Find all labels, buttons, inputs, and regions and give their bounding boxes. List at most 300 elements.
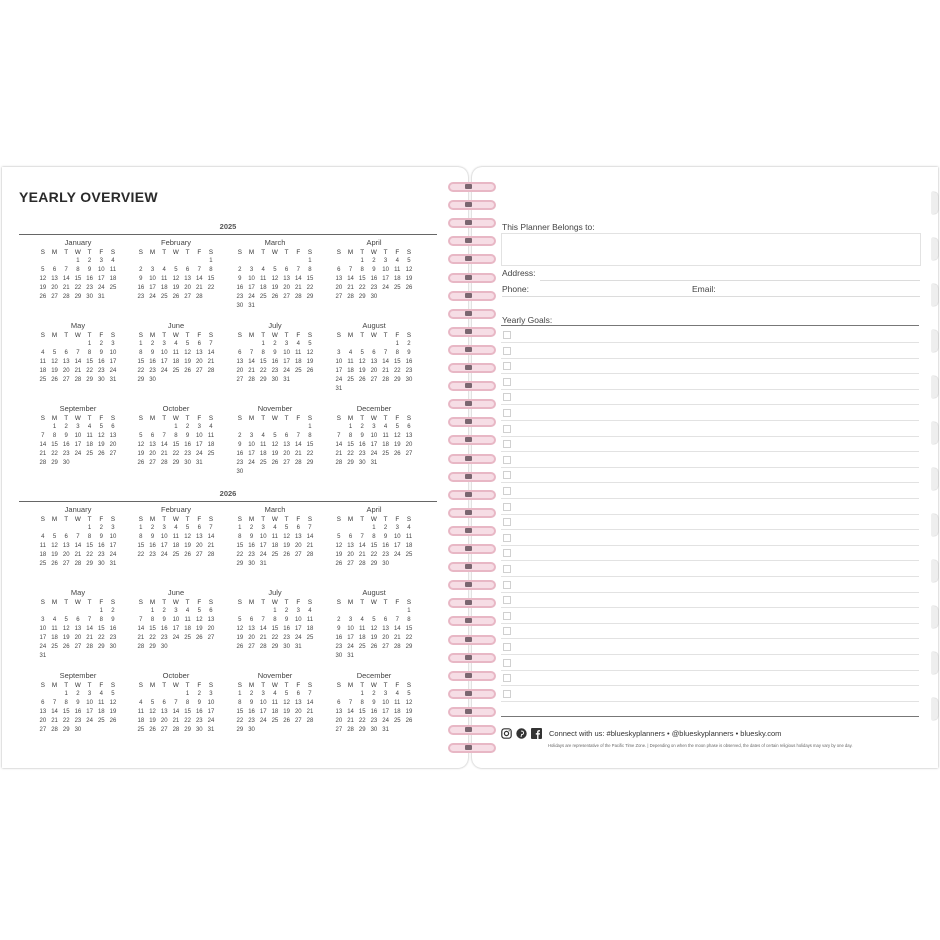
day-cell — [205, 293, 217, 302]
week-row — [234, 340, 316, 349]
day-headers — [37, 331, 119, 340]
week-row — [234, 459, 316, 468]
day-cell: 29 — [51, 460, 58, 466]
day-cell: 22 — [51, 451, 58, 457]
day-cell — [345, 607, 357, 616]
day-cell: 7 — [209, 341, 213, 347]
goal-checkbox[interactable] — [503, 549, 511, 557]
day-cell: 14 — [195, 276, 203, 282]
spiral-coil — [445, 325, 495, 337]
day-cell — [368, 385, 380, 394]
week-row — [333, 533, 415, 542]
day-cell: 17 — [160, 359, 168, 365]
day-cell: 2 — [360, 424, 364, 430]
day-cell: 31 — [382, 727, 389, 733]
day-cell: 4 — [174, 341, 178, 347]
day-cell: 23 — [283, 635, 290, 641]
day-cell: 11 — [347, 359, 354, 365]
month-name: November — [257, 671, 293, 680]
day-headers — [135, 598, 217, 607]
day-cell: 31 — [207, 727, 215, 733]
day-cell: 2 — [407, 341, 411, 347]
goal-row[interactable] — [501, 545, 919, 561]
day-header: W — [172, 415, 179, 422]
day-header: F — [197, 415, 202, 422]
day-headers — [234, 515, 316, 524]
day-cell — [158, 376, 170, 385]
day-cell: 6 — [197, 341, 201, 347]
day-cell — [193, 257, 205, 266]
goal-row[interactable] — [501, 530, 919, 546]
day-cell — [205, 459, 217, 468]
day-cell: 22 — [306, 451, 314, 457]
day-cell — [72, 340, 84, 349]
goal-row[interactable] — [501, 405, 919, 421]
day-header: S — [406, 332, 412, 339]
day-cell — [403, 385, 415, 394]
day-cell: 18 — [137, 718, 145, 724]
day-header: F — [99, 415, 104, 422]
day-cell: 14 — [74, 543, 82, 549]
spiral-coil — [445, 252, 495, 264]
day-cell: 6 — [372, 350, 376, 356]
day-cell: 16 — [97, 359, 105, 365]
day-header: S — [237, 332, 242, 339]
goal-checkbox[interactable] — [503, 347, 511, 355]
week-row — [37, 432, 119, 441]
day-cell: 30 — [97, 377, 105, 383]
day-cell: 21 — [172, 718, 180, 724]
day-cell: 28 — [294, 460, 302, 466]
day-cell: 12 — [184, 534, 191, 540]
day-cell: 8 — [185, 700, 190, 706]
day-cell: 9 — [238, 442, 242, 448]
goal-checkbox[interactable] — [503, 378, 511, 386]
day-cell: 30 — [62, 460, 70, 466]
day-cell: 6 — [296, 525, 300, 531]
day-cell: 21 — [294, 285, 302, 291]
day-cell: 25 — [51, 644, 58, 650]
day-cell: 23 — [382, 552, 389, 558]
day-header: S — [237, 599, 242, 606]
goal-row[interactable] — [501, 623, 919, 639]
day-cell: 6 — [52, 267, 57, 273]
day-cell: 6 — [249, 617, 254, 623]
day-cell — [403, 652, 415, 661]
day-cell: 10 — [207, 700, 215, 706]
day-cell: 31 — [248, 303, 255, 309]
day-cell: 13 — [236, 359, 244, 365]
day-cell: 31 — [370, 460, 378, 466]
day-cell: 28 — [195, 294, 203, 300]
day-cell: 15 — [172, 442, 180, 448]
phone-line[interactable] — [502, 296, 920, 297]
day-cell: 30 — [358, 460, 366, 466]
day-header: M — [149, 682, 156, 689]
goal-checkbox[interactable] — [503, 690, 511, 698]
day-cell: 1 — [372, 525, 376, 531]
day-headers — [135, 331, 217, 340]
week-row — [37, 643, 119, 652]
day-cell: 17 — [283, 359, 290, 365]
spiral-coil — [445, 669, 495, 681]
day-header: F — [197, 682, 202, 689]
day-cell: 10 — [39, 626, 47, 632]
day-cell: 28 — [306, 552, 314, 558]
goal-checkbox[interactable] — [503, 331, 511, 339]
day-cell: 19 — [39, 285, 47, 291]
goal-row[interactable] — [501, 421, 919, 437]
day-cell — [368, 607, 380, 616]
day-header: W — [271, 332, 278, 339]
goal-checkbox[interactable] — [503, 425, 511, 433]
day-cell: 9 — [238, 276, 242, 282]
day-headers — [234, 414, 316, 423]
day-header: T — [162, 249, 167, 256]
day-cell: 12 — [306, 350, 314, 356]
month-name: May — [70, 321, 86, 330]
day-cell: 25 — [86, 451, 93, 457]
day-cell: 1 — [87, 341, 92, 347]
day-cell — [84, 652, 96, 661]
day-cell: 20 — [248, 635, 255, 641]
day-cell: 25 — [347, 377, 354, 383]
week-row — [333, 340, 415, 349]
day-cell — [60, 607, 72, 616]
goal-row[interactable] — [501, 467, 919, 483]
goal-checkbox[interactable] — [503, 456, 511, 464]
day-cell: 22 — [207, 285, 215, 291]
day-cell: 4 — [99, 691, 103, 697]
day-cell: 28 — [86, 644, 93, 650]
day-header: T — [64, 516, 69, 523]
day-cell: 13 — [39, 709, 47, 715]
day-cell — [84, 459, 96, 468]
goal-row[interactable] — [501, 561, 919, 577]
goal-checkbox[interactable] — [503, 659, 511, 667]
day-cell: 5 — [197, 608, 201, 614]
goal-row[interactable] — [501, 327, 919, 343]
day-cell: 24 — [294, 635, 302, 641]
day-header: S — [406, 516, 412, 523]
goal-checkbox[interactable] — [503, 393, 511, 401]
day-cell: 27 — [207, 635, 215, 641]
day-cell: 24 — [382, 285, 389, 291]
day-cell — [281, 423, 293, 432]
month-name: August — [362, 321, 386, 330]
day-cell: 17 — [382, 276, 389, 282]
day-cell: 28 — [74, 561, 82, 567]
day-cell: 24 — [74, 451, 82, 457]
day-cell: 20 — [62, 368, 70, 374]
day-header: S — [110, 249, 116, 256]
day-cell: 9 — [139, 276, 143, 282]
goal-row[interactable] — [501, 514, 919, 530]
goal-checkbox[interactable] — [503, 534, 511, 542]
day-header: S — [336, 332, 341, 339]
goal-row[interactable] — [501, 436, 919, 452]
week-row — [333, 376, 415, 385]
day-cell: 3 — [372, 424, 376, 430]
day-cell: 2 — [185, 424, 190, 430]
goal-row[interactable] — [501, 452, 919, 468]
page-tab[interactable] — [932, 560, 938, 582]
day-header: M — [248, 599, 255, 606]
day-cell: 19 — [97, 442, 105, 448]
day-cell: 1 — [64, 691, 68, 697]
week-row — [234, 551, 316, 560]
day-cell: 16 — [86, 276, 93, 282]
goal-checkbox[interactable] — [503, 627, 511, 635]
day-cell: 19 — [335, 552, 343, 558]
week-row — [37, 607, 119, 616]
day-cell: 29 — [306, 294, 314, 300]
day-cell: 12 — [283, 534, 290, 540]
day-cell: 26 — [370, 644, 378, 650]
day-cell: 15 — [184, 709, 191, 715]
week-row — [135, 524, 217, 533]
day-cell: 15 — [86, 359, 93, 365]
day-cell: 15 — [259, 359, 267, 365]
day-cell: 22 — [306, 285, 314, 291]
day-cell: 14 — [347, 276, 354, 282]
goal-row[interactable] — [501, 358, 919, 374]
day-cell: 18 — [382, 442, 389, 448]
day-header: S — [336, 249, 341, 256]
day-cell: 18 — [51, 635, 58, 641]
week-row — [333, 441, 415, 450]
day-cell: 14 — [294, 276, 302, 282]
week-row — [333, 349, 415, 358]
day-cell: 24 — [248, 294, 255, 300]
day-cell: 13 — [74, 626, 82, 632]
day-cell: 30 — [248, 727, 255, 733]
day-cell: 3 — [209, 691, 213, 697]
day-cell: 25 — [382, 451, 389, 457]
day-cell — [304, 643, 316, 652]
day-cell: 2 — [162, 608, 166, 614]
day-cell: 8 — [209, 267, 213, 273]
week-row — [333, 275, 415, 284]
day-cell: 14 — [393, 626, 401, 632]
goal-checkbox[interactable] — [503, 565, 511, 573]
day-cell: 20 — [236, 368, 244, 374]
goal-checkbox[interactable] — [503, 596, 511, 604]
goal-row[interactable] — [501, 499, 919, 515]
day-cell — [37, 690, 49, 699]
day-cell: 14 — [248, 359, 255, 365]
goal-checkbox[interactable] — [503, 643, 511, 651]
goal-row[interactable] — [501, 592, 919, 608]
day-cell: 4 — [395, 691, 399, 697]
goal-row[interactable] — [501, 389, 919, 405]
goal-row[interactable] — [501, 343, 919, 359]
goal-checkbox[interactable] — [503, 518, 511, 526]
day-header: F — [99, 599, 104, 606]
day-cell: 25 — [306, 635, 314, 641]
week-row — [234, 450, 316, 459]
day-header: T — [383, 249, 388, 256]
day-header: F — [395, 415, 400, 422]
week-row — [333, 625, 415, 634]
day-cell — [107, 293, 119, 302]
day-cell: 6 — [185, 267, 190, 273]
day-cell — [246, 340, 258, 349]
page-tab[interactable] — [932, 192, 938, 214]
week-row — [234, 275, 316, 284]
email-label: Email: — [692, 284, 716, 294]
day-header: M — [248, 516, 255, 523]
day-cell: 24 — [382, 718, 389, 724]
day-cell — [193, 643, 205, 652]
month-name: May — [70, 588, 86, 597]
day-header: S — [208, 249, 214, 256]
day-cell: 10 — [259, 534, 267, 540]
day-cell: 17 — [172, 626, 180, 632]
day-cell: 4 — [41, 534, 45, 540]
day-header: S — [406, 682, 412, 689]
page-tab[interactable] — [932, 468, 938, 490]
goal-checkbox[interactable] — [503, 503, 511, 511]
month-name: April — [366, 238, 382, 247]
day-header: S — [110, 415, 116, 422]
day-cell: 9 — [407, 350, 411, 356]
day-cell: 10 — [149, 276, 156, 282]
day-cell: 26 — [172, 294, 180, 300]
day-cell: 27 — [195, 368, 203, 374]
goal-checkbox[interactable] — [503, 362, 511, 370]
day-cell — [107, 726, 119, 735]
spiral-coil — [445, 741, 495, 753]
day-cell: 20 — [149, 451, 156, 457]
day-cell: 21 — [51, 718, 58, 724]
day-cell: 18 — [39, 552, 47, 558]
day-cell: 7 — [308, 691, 312, 697]
day-headers — [234, 681, 316, 690]
goal-checkbox[interactable] — [503, 409, 511, 417]
page-tab[interactable] — [932, 652, 938, 674]
year-header: 2026 — [19, 487, 437, 502]
goal-checkbox[interactable] — [503, 674, 511, 682]
day-cell: 16 — [74, 709, 82, 715]
day-cell: 1 — [360, 258, 364, 264]
goal-row[interactable] — [501, 483, 919, 499]
day-cell: 18 — [97, 709, 105, 715]
page-tab[interactable] — [932, 606, 938, 628]
goal-row[interactable] — [501, 655, 919, 671]
goal-row[interactable] — [501, 374, 919, 390]
day-cell: 27 — [74, 644, 82, 650]
page-tab[interactable] — [932, 514, 938, 536]
goal-row[interactable] — [501, 686, 919, 702]
day-cell: 12 — [172, 276, 180, 282]
day-cell: 3 — [162, 341, 166, 347]
day-cell — [292, 376, 304, 385]
spiral-coil — [445, 433, 495, 445]
week-row — [234, 441, 316, 450]
goal-row[interactable] — [501, 639, 919, 655]
day-cell: 3 — [249, 433, 254, 439]
day-cell: 6 — [407, 424, 411, 430]
goal-checkbox[interactable] — [503, 440, 511, 448]
page-tab[interactable] — [932, 238, 938, 260]
day-cell: 13 — [149, 442, 156, 448]
day-cell: 18 — [184, 626, 191, 632]
day-header: M — [51, 415, 58, 422]
day-cell: 19 — [149, 718, 156, 724]
page-tab[interactable] — [932, 698, 938, 720]
goal-checkbox[interactable] — [503, 471, 511, 479]
owner-name-field[interactable] — [501, 233, 921, 266]
day-cell: 31 — [294, 644, 302, 650]
day-cell — [304, 560, 316, 569]
day-cell: 9 — [64, 433, 68, 439]
week-row — [135, 349, 217, 358]
day-cell: 19 — [405, 709, 413, 715]
day-cell: 7 — [87, 617, 92, 623]
spiral-coil — [445, 687, 495, 699]
day-cell: 23 — [370, 718, 378, 724]
day-cell — [49, 524, 61, 533]
goal-checkbox[interactable] — [503, 581, 511, 589]
spiral-coil — [445, 234, 495, 246]
day-header: T — [162, 599, 167, 606]
day-header: T — [383, 415, 388, 422]
day-cell: 19 — [283, 709, 290, 715]
day-header: W — [172, 332, 179, 339]
week-row — [234, 302, 316, 311]
day-cell: 29 — [271, 644, 279, 650]
page-tab[interactable] — [932, 422, 938, 444]
day-cell: 15 — [137, 359, 145, 365]
page-tab[interactable] — [932, 376, 938, 398]
day-cell: 5 — [395, 424, 399, 430]
day-cell: 15 — [271, 626, 279, 632]
goal-checkbox[interactable] — [503, 487, 511, 495]
day-cell: 16 — [335, 635, 343, 641]
page-tab[interactable] — [932, 284, 938, 306]
goal-row[interactable] — [501, 577, 919, 593]
day-header: S — [110, 516, 116, 523]
day-cell: 25 — [172, 552, 180, 558]
day-headers — [37, 681, 119, 690]
week-row — [234, 468, 316, 477]
spiral-coil — [445, 343, 495, 355]
day-header: S — [138, 682, 143, 689]
week-row — [333, 432, 415, 441]
day-cell — [333, 340, 345, 349]
page-tab[interactable] — [932, 330, 938, 352]
day-cell: 2 — [238, 433, 242, 439]
day-cell: 27 — [39, 727, 47, 733]
day-cell: 15 — [236, 709, 244, 715]
month-august — [333, 321, 415, 394]
day-cell: 27 — [195, 552, 203, 558]
goal-row[interactable] — [501, 608, 919, 624]
goal-checkbox[interactable] — [503, 612, 511, 620]
day-cell: 27 — [370, 377, 378, 383]
day-cell: 9 — [99, 534, 103, 540]
goal-row[interactable] — [501, 670, 919, 686]
day-header: S — [237, 249, 242, 256]
day-cell — [345, 340, 357, 349]
day-cell: 3 — [76, 424, 80, 430]
day-header: T — [261, 332, 266, 339]
day-cell: 23 — [195, 718, 203, 724]
month-name: August — [362, 588, 386, 597]
day-cell: 27 — [283, 294, 290, 300]
address-line[interactable] — [540, 280, 920, 281]
